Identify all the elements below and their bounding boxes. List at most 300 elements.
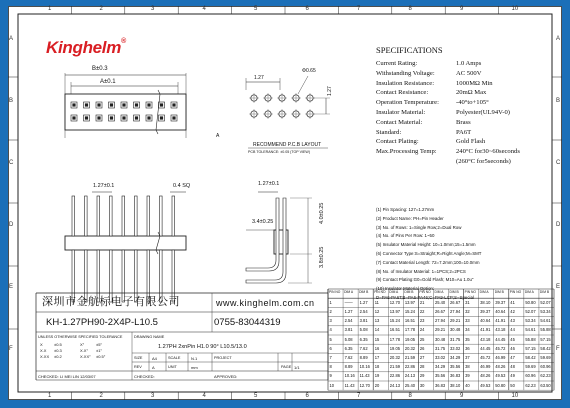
grid-col-label: 10 xyxy=(511,393,519,399)
dim-table-cell: 17.78 xyxy=(404,327,416,333)
dim-table-cell: 16.51 xyxy=(404,318,416,324)
dim-table-cell: 2.54 xyxy=(344,318,353,324)
pin-lower xyxy=(85,250,88,302)
dim-table-cell: 30.48 xyxy=(434,336,446,342)
spec-label: Current Rating: xyxy=(376,60,418,67)
grid-col-label: 1 xyxy=(48,6,52,12)
dim-table-cell: 2 xyxy=(329,308,332,314)
spec-value: 1000MΩ Min xyxy=(456,79,493,87)
grid-col-label: 8 xyxy=(408,393,412,399)
note-line: (8) No. of Insulator Material: 1=1PCS;2=2PCS xyxy=(376,268,466,274)
tol-cell: ±0.2 xyxy=(54,354,62,359)
note-line: (10) Insulator Material Option: xyxy=(376,286,435,292)
dim-table-cell: 49.53 xyxy=(495,373,506,379)
dim-table-cell: 10.16 xyxy=(344,373,355,379)
dim-table-cell: 36 xyxy=(465,345,470,351)
dim-table-cell: 44.45 xyxy=(480,345,491,351)
grid-col-label: 8 xyxy=(408,6,412,12)
dim-table-cell: 1 xyxy=(329,299,332,305)
header-body-front xyxy=(65,236,186,250)
dim-table-cell: 18 xyxy=(374,364,380,370)
dim-table-cell: 46 xyxy=(510,345,515,351)
dim-table-cell: 55.88 xyxy=(525,336,536,342)
dim-table-cell: 46.99 xyxy=(495,354,506,360)
dim-table-cell: 45.72 xyxy=(495,345,506,351)
dim-pitch-side-label: 1.27±0.1 xyxy=(258,181,280,187)
grid-col-label: 6 xyxy=(305,6,309,12)
dim-d1-label: 3.4±0.25 xyxy=(252,219,274,225)
dim-table-cell: 58.42 xyxy=(525,354,536,360)
dim-table-cell: 49.53 xyxy=(480,382,491,388)
dim-table-cell: 7.62 xyxy=(344,354,353,360)
grid-col-label: 6 xyxy=(305,393,309,399)
grid-row-label: A xyxy=(9,36,14,42)
rev-value: A xyxy=(152,365,155,370)
pin-dot xyxy=(160,116,163,119)
pin-lower xyxy=(110,250,113,302)
dim-table-cell: 19 xyxy=(374,373,380,379)
dim-table-cell: 16 xyxy=(374,345,380,351)
dim-table-cell: 42 xyxy=(510,308,515,314)
scale-label: SCALE xyxy=(168,356,181,360)
pin-upper xyxy=(110,196,113,236)
pin-upper xyxy=(160,196,163,236)
dim-table-cell: 5.08 xyxy=(344,336,353,342)
dim-table-cell: 36.83 xyxy=(434,382,446,388)
dim-table-cell: 27.94 xyxy=(450,308,461,314)
dim-table-cell: 31.75 xyxy=(450,336,461,342)
spec-label: Contact Resistance: xyxy=(376,89,429,97)
pin-dot xyxy=(110,103,113,106)
pin-dot xyxy=(172,116,175,119)
grid-col-label: 3 xyxy=(151,393,155,399)
dim-table-cell: 30 xyxy=(419,382,425,388)
dim-table-header: DIM B xyxy=(359,290,369,294)
grid-col-label: 4 xyxy=(202,393,206,399)
grid-row-label: C xyxy=(9,160,14,166)
dim-table-cell: 26 xyxy=(419,345,425,351)
tol-cell: X.X xyxy=(40,348,47,353)
dim-table-cell: 59.69 xyxy=(540,354,551,360)
layout-caption-title: RECOMMEND P.C.B LAYOUT xyxy=(253,142,322,148)
dim-table-header: DIM B xyxy=(494,290,504,294)
tol-cell: X.XX° xyxy=(80,354,91,359)
grid-col-label: 3 xyxy=(151,6,155,12)
dim-table-cell: 53.34 xyxy=(525,318,536,324)
grid-col-label: 4 xyxy=(202,6,206,12)
spec-value: -40°to+105° xyxy=(456,99,489,107)
dim-table-header: DIM A xyxy=(524,290,534,294)
dim-table-cell: 52.07 xyxy=(540,299,551,305)
pin-dot xyxy=(122,103,125,106)
tol-cell: X.X° xyxy=(80,348,89,353)
tol-cell: ±5° xyxy=(96,342,103,347)
dim-table-cell: 33.02 xyxy=(450,345,461,351)
dim-table-cell: 44 xyxy=(510,327,515,333)
dim-table-cell: 48.26 xyxy=(480,373,491,379)
dim-table-cell: 39.37 xyxy=(480,308,491,314)
dim-table-cell: 38.10 xyxy=(450,382,461,388)
dim-table-cell: 1.27 xyxy=(344,308,353,314)
spec-value: 20mΩ Max xyxy=(456,89,487,97)
dim-table-header: DIM B xyxy=(404,290,414,294)
dim-table-cell: 26.67 xyxy=(434,308,446,314)
grid-row-label: B xyxy=(556,98,561,104)
tol-cell: ±0.5 xyxy=(54,342,62,347)
dim-table-cell: 44.45 xyxy=(495,336,506,342)
pin-dot xyxy=(85,103,88,106)
dim-table-cell: 34 xyxy=(465,327,470,333)
rev-label: REV xyxy=(134,365,142,369)
dim-table-cell: 60.96 xyxy=(540,364,551,370)
grid-row-label: C xyxy=(556,160,561,166)
grid-row-label: F xyxy=(9,346,13,352)
dim-table-cell: 3 xyxy=(329,318,332,324)
grid-row-label: F xyxy=(556,346,560,352)
spec-value: PA6T xyxy=(456,128,472,136)
dim-table-cell: 39.37 xyxy=(495,299,506,305)
header-body-top xyxy=(65,94,186,130)
spec-label: Insulation Resistance: xyxy=(376,79,435,87)
dim-table-cell: 45.72 xyxy=(480,354,491,360)
tol-cell: X° xyxy=(80,342,85,347)
pin-dot xyxy=(135,103,138,106)
dim-table-cell: 13.97 xyxy=(389,308,401,314)
tolerance-title: UNLESS OTHERWISE SPECIFIED TOLERANCE xyxy=(38,335,123,339)
company-website: www.kinghelm.com.cn xyxy=(216,298,315,308)
dim-table-cell: 8.89 xyxy=(344,364,353,370)
note-line: (9) Contact Plating:G0=Gold Flash; M10=Au 1.0u" xyxy=(376,277,474,283)
note-line: D=PA6-PA6T;B=PA6-PA46;C=PA9-LCP;S=Special xyxy=(376,295,474,300)
tol-cell: X xyxy=(40,342,43,347)
pin-upper xyxy=(72,196,75,236)
dim-pitch-layout-label: 1.27 xyxy=(327,86,333,96)
spec-value: (260°C for5seconds) xyxy=(456,158,511,165)
dim-table-cell: 33 xyxy=(465,318,470,324)
dim-table-cell: 10.16 xyxy=(359,364,370,370)
spec-value: AC 500V xyxy=(456,69,482,77)
dim-table-cell: 19.05 xyxy=(404,336,416,342)
dim-table-cell: 28 xyxy=(419,364,425,370)
spec-label: Contact Plating: xyxy=(376,138,419,146)
grid-col-label: 7 xyxy=(357,6,361,12)
dim-table-cell: 33.02 xyxy=(434,354,446,360)
dim-table-cell: 27.94 xyxy=(434,318,446,324)
dim-table-cell: 35.56 xyxy=(434,373,446,379)
page-value: 1/1 xyxy=(294,365,300,370)
dim-table-cell: 10 xyxy=(329,382,335,388)
dim-table-cell: 12.70 xyxy=(359,382,370,388)
leader-line xyxy=(298,76,308,94)
note-line: (6) Connector Type:S=Straight;R=Right Angle;M=SMT xyxy=(376,251,482,256)
dim-table-cell: 52.07 xyxy=(525,308,536,314)
dim-table-cell: 2.54 xyxy=(359,308,368,314)
dim-table-cell: 8 xyxy=(329,364,332,370)
unit-label: UNIT xyxy=(168,365,177,369)
grid-row-label: E xyxy=(9,284,14,290)
dim-table-header: DIM A xyxy=(479,290,489,294)
dim-table-header: PIN NO xyxy=(374,290,386,294)
dim-d3-label: 3.8±0.25 xyxy=(319,246,325,268)
dim-table-cell: 5.08 xyxy=(359,327,368,333)
dim-table-cell: 27 xyxy=(419,354,425,360)
dim-table-cell: 35.56 xyxy=(450,364,461,370)
dim-table-cell: 36.83 xyxy=(450,373,461,379)
dim-table-cell: 21.59 xyxy=(389,364,401,370)
dim-table-cell: 25.40 xyxy=(434,299,446,305)
scale-value: N.1 xyxy=(191,356,198,361)
dim-table-cell: 29.21 xyxy=(450,318,461,324)
grid-col-label: 5 xyxy=(254,393,258,399)
dim-table-cell: 62.23 xyxy=(540,373,551,379)
drawing-name: 1.27PH 2xnPin H1.0 90° L10.5/13.0 xyxy=(158,344,247,350)
pin-upper xyxy=(172,196,175,236)
note-line: (4) No. of Pins Per Row: 1~50 xyxy=(376,233,435,239)
dim-table-cell: 41.91 xyxy=(480,327,491,333)
dim-table-cell: 53.34 xyxy=(540,308,551,314)
dim-table-cell: 8.89 xyxy=(359,354,368,360)
dim-table-cell: 11 xyxy=(374,299,379,305)
dim-table-header: DIM B xyxy=(539,290,550,294)
dim-table-header: PIN NO xyxy=(329,290,341,294)
pin-dot xyxy=(97,116,100,119)
dim-table-cell: 6 xyxy=(329,345,332,351)
dim-table-cell: 50 xyxy=(510,382,515,388)
dim-table-cell: 29 xyxy=(419,373,425,379)
spec-value: Polyester(UL94V-0) xyxy=(456,109,510,116)
page-label: PAGE xyxy=(281,365,292,369)
dim-table-cell: 14 xyxy=(374,327,380,333)
pin-lower xyxy=(122,250,125,302)
dim-table-cell: 54.61 xyxy=(540,318,551,324)
dim-a-marker: A xyxy=(216,133,220,139)
dim-table-cell: 62.23 xyxy=(525,382,536,388)
pin-dot xyxy=(122,116,125,119)
dim-pitch-top-label: 1.27 xyxy=(254,75,264,81)
dim-table-cell: 25 xyxy=(419,336,425,342)
spec-label: Standard: xyxy=(376,128,402,136)
dim-table-cell: 17.78 xyxy=(389,336,401,342)
dim-table-header: DIM A xyxy=(434,290,444,294)
grid-row-label: B xyxy=(9,98,14,104)
dim-table-cell: 7 xyxy=(329,354,332,360)
tol-cell: X.XX xyxy=(40,354,50,359)
dim-table-cell: 12 xyxy=(374,308,380,314)
dim-table-cell: 31.75 xyxy=(434,345,446,351)
dim-table-cell: 38 xyxy=(465,364,470,370)
spec-label: Insulator Material: xyxy=(376,109,426,116)
dim-table-header: DIM A xyxy=(389,290,399,294)
spec-value: 240°C for30~60seconds xyxy=(456,148,520,156)
dim-table-cell: 40.64 xyxy=(495,308,506,314)
grid-col-label: 7 xyxy=(357,393,361,399)
dim-table-cell: 24 xyxy=(419,327,425,333)
dim-table-cell: 13 xyxy=(374,318,380,324)
pin-upper xyxy=(122,196,125,236)
dim-pitch-front-label: 1.27±0.1 xyxy=(93,183,115,189)
pin-lower xyxy=(147,250,150,302)
pin-dot xyxy=(147,103,150,106)
dim-table-cell: 32 xyxy=(465,308,470,314)
dim-table-cell: 23 xyxy=(419,318,425,324)
grid-row-label: D xyxy=(9,222,14,228)
dim-table-cell: 11.43 xyxy=(344,382,355,388)
grid-col-label: 2 xyxy=(99,6,103,12)
dim-table-cell: 58.42 xyxy=(540,345,551,351)
pin-lower xyxy=(172,250,175,302)
dim-table-cell: 63.50 xyxy=(540,382,551,388)
grid-col-label: 10 xyxy=(511,6,519,12)
tol-cell: ±0.5° xyxy=(96,354,106,359)
approved-label: APPROVED: xyxy=(214,374,238,379)
dim-table-cell: 13.97 xyxy=(404,299,416,305)
dim-table-cell: 20 xyxy=(374,382,380,388)
spec-label: Withstanding Voltage: xyxy=(376,69,435,77)
dim-table-cell: 7.62 xyxy=(359,345,368,351)
part-number: KH-1.27PH90-2X4P-L10.5 xyxy=(46,317,158,328)
note-line: (1) Pin Spacing: 127=1.27mm xyxy=(376,207,435,212)
dim-table-cell: 50.80 xyxy=(525,299,536,305)
dim-table-cell: 38.10 xyxy=(480,299,491,305)
dim-table-cell: 41 xyxy=(510,299,515,305)
grid-col-label: 5 xyxy=(254,6,258,12)
dim-table-header: PIN NO xyxy=(509,290,522,294)
dim-table-cell: 60.96 xyxy=(525,373,536,379)
grid-row-label: E xyxy=(556,284,561,290)
dim-table-cell: 25.40 xyxy=(404,382,416,388)
pin-dot xyxy=(85,116,88,119)
drawing-sheet xyxy=(8,6,562,400)
spec-label: Contact Material: xyxy=(376,118,423,126)
dim-table-cell: 20.32 xyxy=(389,354,401,360)
checked-value: LI MEI LIN 12/03/07 xyxy=(60,374,96,379)
dim-table-cell: 6.35 xyxy=(344,345,353,351)
dim-table-cell: 26.67 xyxy=(450,299,461,305)
dim-table-cell: 1.27 xyxy=(359,299,368,305)
dim-table-cell: 22.86 xyxy=(404,364,416,370)
dim-table-cell: 54.61 xyxy=(525,327,536,333)
pin-upper xyxy=(135,196,138,236)
dim-table-cell: 30.48 xyxy=(450,327,461,333)
dim-table-cell: 59.69 xyxy=(525,364,536,370)
pin-upper xyxy=(147,196,150,236)
dim-table-cell: 15 xyxy=(374,336,380,342)
spec-value: Gold Flash xyxy=(456,138,486,146)
dim-a-label: A±0.1 xyxy=(100,79,116,85)
dim-table-cell: 39 xyxy=(465,373,470,379)
spec-value: Brass xyxy=(456,118,471,126)
size-label: SIZE xyxy=(134,356,143,360)
dim-table-cell: 20.32 xyxy=(404,345,416,351)
dim-table-cell: 21.59 xyxy=(404,354,416,360)
dim-table-header: PIN NO xyxy=(419,290,431,294)
dim-table-cell: 15.24 xyxy=(389,318,401,324)
dim-table-cell: 46.99 xyxy=(480,364,491,370)
dim-table-cell: 48.26 xyxy=(495,364,506,370)
spec-label: Max.Processing Temp: xyxy=(376,148,437,156)
dim-table-cell: 40.64 xyxy=(480,318,491,324)
unit-value: mm xyxy=(191,365,198,370)
dim-table-cell: 12.70 xyxy=(389,299,401,305)
company-phone: 0755-83044319 xyxy=(214,317,281,328)
dim-table-cell: 37 xyxy=(465,354,470,360)
dim-table-cell: 57.15 xyxy=(540,336,551,342)
pin-dot xyxy=(172,103,175,106)
grid-col-label: 9 xyxy=(460,6,464,12)
dim-table-cell: 9 xyxy=(329,373,332,379)
dim-table-cell: 50.80 xyxy=(495,382,506,388)
note-line: (3) No. of Rows: 1=Single Row;2=Dual Row xyxy=(376,224,462,230)
spec-value: 1.0 Amps xyxy=(456,60,482,67)
grid-row-label: D xyxy=(556,222,561,228)
dim-table-cell: 4 xyxy=(329,327,332,333)
note-line: (7) Contact Material Length: 72=7.2mm;100=10.0mm xyxy=(376,259,480,265)
dim-table-header: PIN NO xyxy=(464,290,476,294)
dim-table-cell: 16.51 xyxy=(389,327,401,333)
dim-table-cell: 29.21 xyxy=(434,327,446,333)
dim-table-cell: 22.86 xyxy=(389,373,401,379)
project-label: PROJECT xyxy=(214,356,232,360)
pin-lower xyxy=(72,250,75,302)
grid-row-label: A xyxy=(556,36,561,42)
note-line: (5) Insulator Material Height: 10=1.0mm;15=1.5mm xyxy=(376,242,476,248)
dim-table-cell: 40 xyxy=(465,382,470,388)
pin-dot xyxy=(160,103,163,106)
dim-table-header: DIM A xyxy=(344,290,354,294)
dim-table-cell: 45 xyxy=(510,336,515,342)
dim-b-label: B±0.3 xyxy=(92,66,108,72)
dim-table-cell: 24.13 xyxy=(389,382,401,388)
dim-table-cell: 43 xyxy=(510,318,515,324)
checked-label: CHECKED: xyxy=(38,374,59,379)
pin-dot xyxy=(72,116,75,119)
dim-table-cell: 19.05 xyxy=(389,345,401,351)
tol-cell: ±0.3 xyxy=(54,348,62,353)
size-value: A4 xyxy=(152,356,157,361)
dim-table-cell: 41.91 xyxy=(495,318,506,324)
dim-d2-label: 4.0±0.25 xyxy=(319,202,325,224)
dim-table-cell: 3.81 xyxy=(359,318,368,324)
dim-table-cell: 24.13 xyxy=(404,373,416,379)
dim-table-cell: 34.29 xyxy=(450,354,461,360)
dim-table-cell: 5 xyxy=(329,336,332,342)
dim-table-cell: 55.88 xyxy=(540,327,551,333)
dim-table-cell: 48 xyxy=(510,364,515,370)
company-name-cn: 深圳市金航标电子有限公司 xyxy=(42,296,180,308)
specifications-title: SPECIFICATIONS xyxy=(376,45,443,55)
pin-upper xyxy=(97,196,100,236)
dim-table-cell: —— xyxy=(344,299,353,305)
dim-table-cell: 57.15 xyxy=(525,345,536,351)
pin-dot xyxy=(72,103,75,106)
pin-lower xyxy=(160,250,163,302)
dim-table-cell: 47 xyxy=(510,354,515,360)
dim-table-cell: 34.29 xyxy=(434,364,446,370)
dim-pin-width-label: 0.4 SQ xyxy=(173,183,191,189)
pin-upper xyxy=(85,196,88,236)
spec-label: Operation Temperature: xyxy=(376,99,439,107)
drawing-name-label: DRAWING NAME xyxy=(134,335,165,339)
pin-lower xyxy=(135,250,138,302)
pin-dot xyxy=(97,103,100,106)
dim-table-cell: 21 xyxy=(419,299,425,305)
dim-table-cell: 35 xyxy=(465,336,470,342)
dim-table-cell: 31 xyxy=(465,299,470,305)
layout-caption-tolerance: PCB TOLERANCE: ±0.05 (TOP VIEW) xyxy=(248,150,311,154)
dim-table-cell: 49 xyxy=(510,373,515,379)
brand-logo: Kinghelm® xyxy=(46,38,126,57)
note-line: (2) Product Name: PH=Pin Header xyxy=(376,215,444,221)
